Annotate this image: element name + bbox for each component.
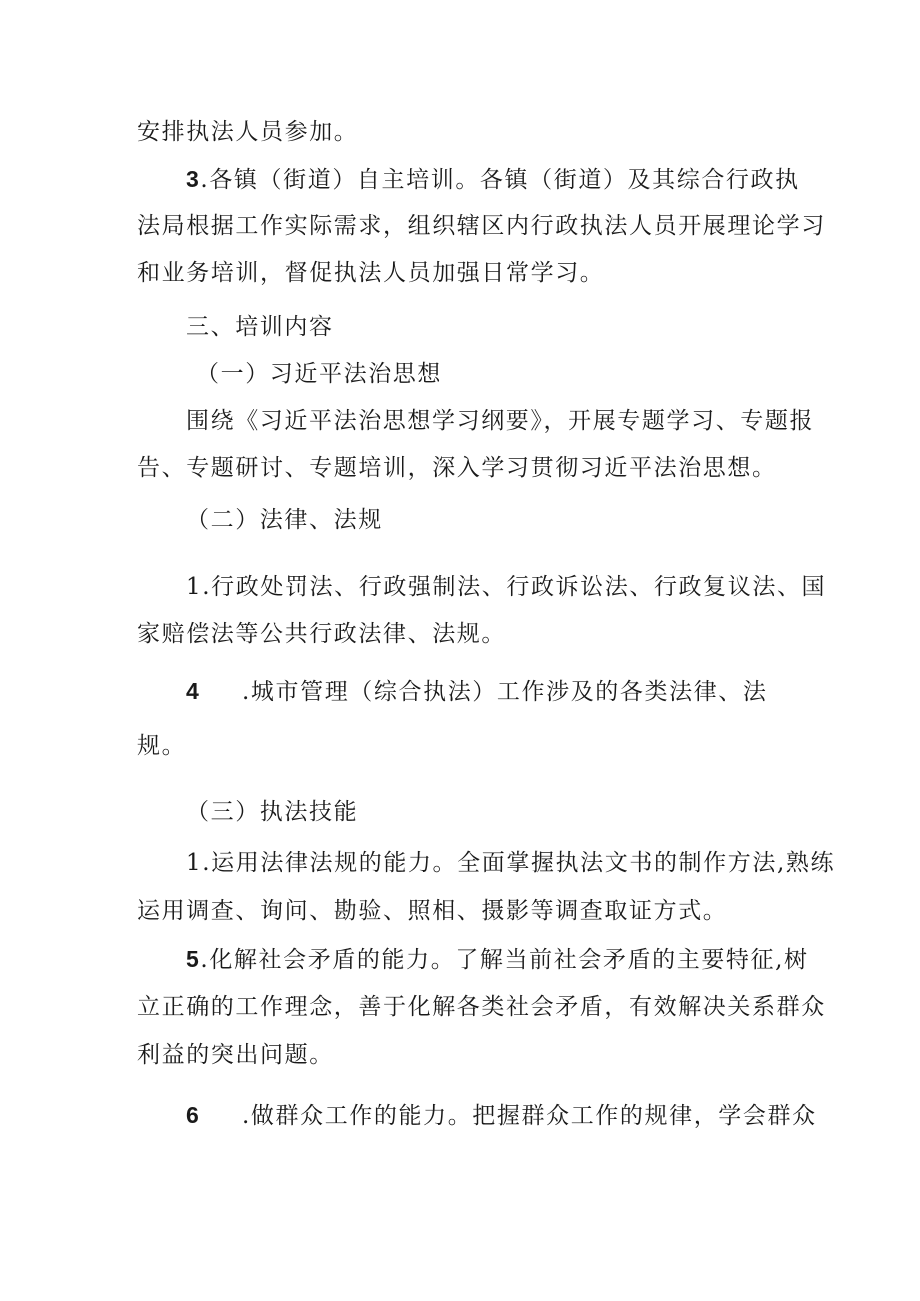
line-text: 告、专题研讨、专题培训，深入学习贯彻习近平法治思想。 xyxy=(137,455,777,481)
subsection-heading xyxy=(196,359,442,389)
item-number: 4 xyxy=(186,678,201,704)
line-text: 立正确的工作理念，善于化解各类社会矛盾，有效解决关系群众 xyxy=(137,994,826,1020)
subsection-heading xyxy=(186,505,383,535)
line-text: 家赔偿法等公共行政法律、法规。 xyxy=(137,621,506,647)
item-number: 5 xyxy=(186,946,201,972)
paragraph-line xyxy=(186,848,835,878)
item-number: 3 xyxy=(186,166,201,192)
line-text: 围绕《习近平法治思想学习纲要》，开展专题学习、专题报 xyxy=(186,408,815,434)
paragraph-line xyxy=(186,406,814,436)
line-text: .做群众工作的能力。把握群众工作的规律，学会群众 xyxy=(242,1103,817,1129)
numbered-item-line xyxy=(186,164,800,195)
line-text: 运用调查、询问、勘验、照相、摄影等调查取证方式。 xyxy=(137,898,728,924)
paragraph-line xyxy=(186,572,826,602)
section-heading xyxy=(186,312,334,342)
paragraph-line xyxy=(137,1040,334,1070)
numbered-item-line xyxy=(186,1100,817,1131)
line-text: 1.运用法律法规的能力。全面掌握执法文书的制作方法,熟练 xyxy=(186,850,836,876)
line-text: 1.行政处罚法、行政强制法、行政诉讼法、行政复议法、国 xyxy=(186,574,827,600)
heading-text: （二）法律、法规 xyxy=(186,507,383,533)
paragraph-line xyxy=(137,896,727,926)
line-text: 安排执法人员参加。 xyxy=(137,119,359,145)
line-text: 利益的突出问题。 xyxy=(137,1042,334,1068)
line-text: .各镇（街道）自主培训。各镇（街道）及其综合行政执 xyxy=(200,167,800,193)
line-text: 规。 xyxy=(137,733,187,759)
subsection-heading xyxy=(186,797,358,827)
paragraph-line xyxy=(137,453,777,483)
paragraph-line xyxy=(137,211,826,241)
item-number: 6 xyxy=(186,1102,201,1128)
heading-text: （三）执法技能 xyxy=(186,799,359,825)
line-text: 和业务培训，督促执法人员加强日常学习。 xyxy=(137,260,605,286)
paragraph-line xyxy=(137,258,604,288)
paragraph-line xyxy=(137,117,358,147)
paragraph-line xyxy=(137,992,826,1022)
numbered-item-line xyxy=(186,944,809,975)
heading-text: （一）习近平法治思想 xyxy=(196,361,442,387)
line-text: 法局根据工作实际需求，组织辖区内行政执法人员开展理论学习 xyxy=(137,213,826,239)
numbered-item-line xyxy=(186,676,768,707)
paragraph-line xyxy=(137,619,506,649)
line-text: .化解社会矛盾的能力。了解当前社会矛盾的主要特征,树 xyxy=(200,947,809,973)
heading-text: 三、培训内容 xyxy=(186,314,334,340)
line-text: .城市管理（综合执法）工作涉及的各类法律、法 xyxy=(242,679,768,705)
paragraph-line xyxy=(137,731,186,761)
